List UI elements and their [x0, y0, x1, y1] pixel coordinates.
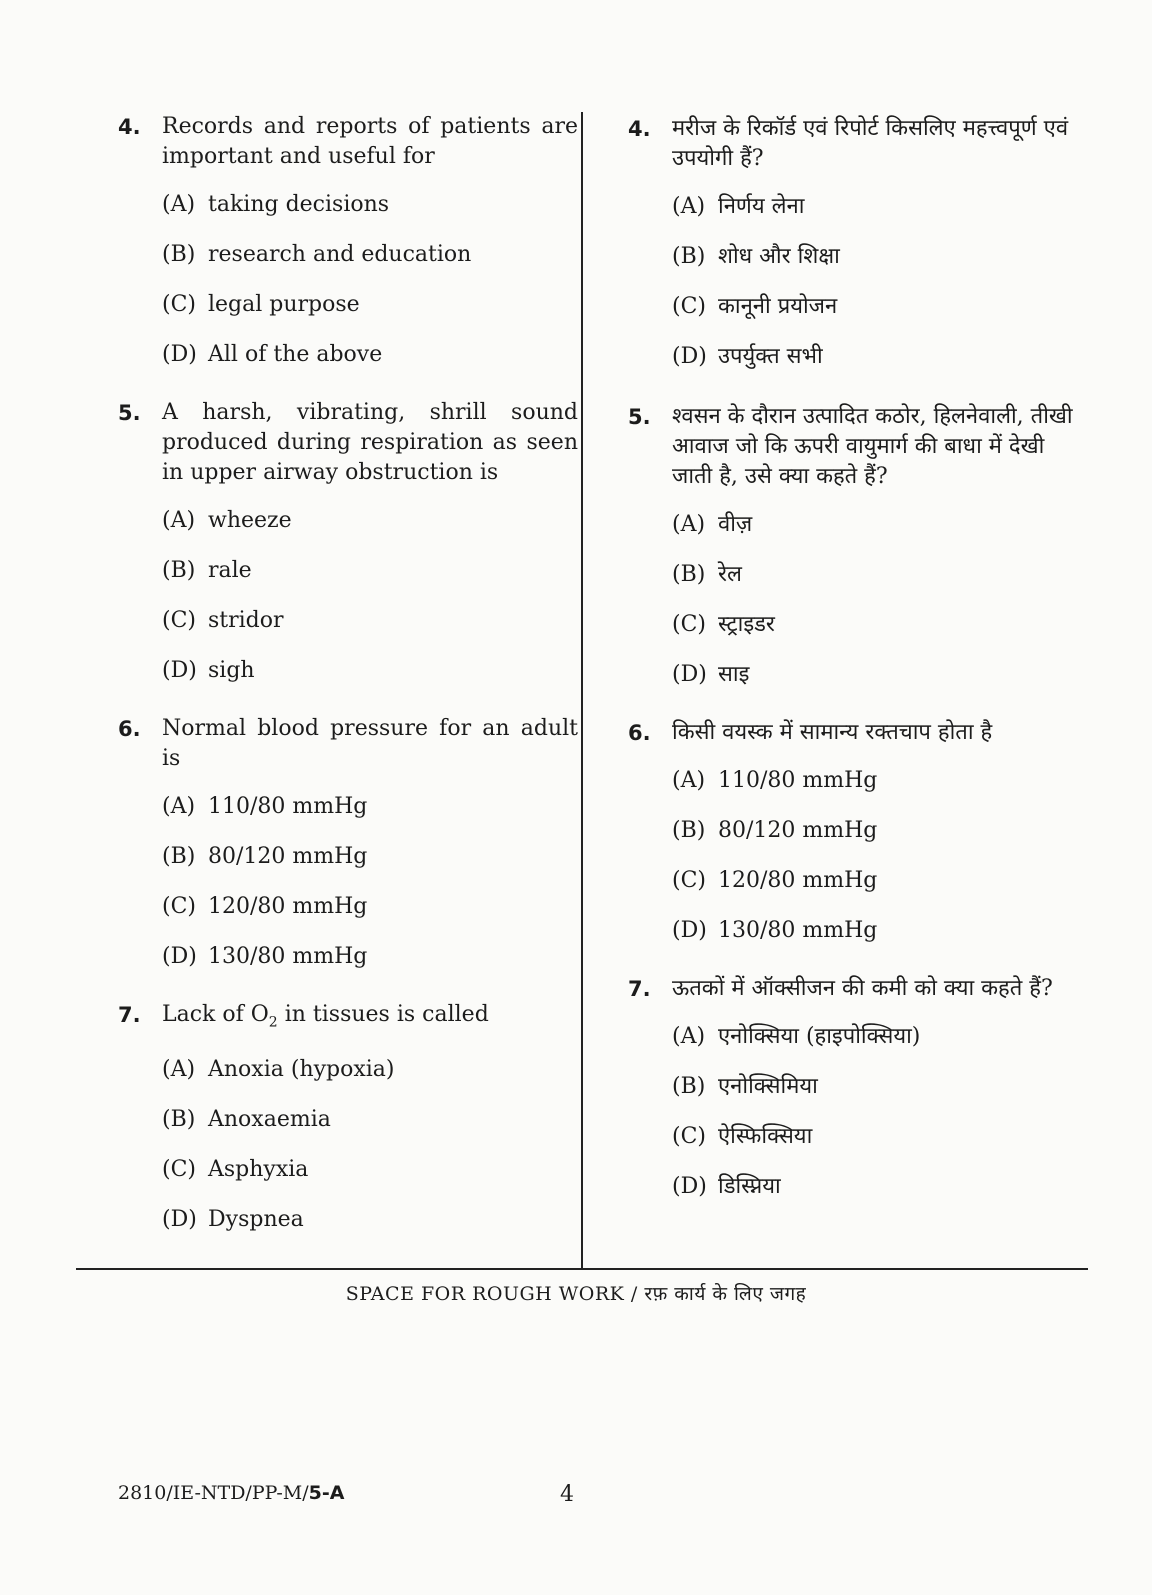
option-text: साइ — [718, 662, 750, 687]
option-c — [672, 866, 1083, 916]
paper-code-prefix: 2810/IE-NTD/PP-M/ — [118, 1482, 309, 1504]
option-text: 110/80 mmHg — [208, 794, 368, 819]
option-letter: (D) — [162, 944, 197, 969]
paper-set: 5-A — [308, 1482, 345, 1504]
option-text: stridor — [208, 608, 284, 633]
option-letter: (C) — [162, 894, 196, 919]
option-letter: (A) — [162, 1057, 196, 1083]
option-letter: (B) — [672, 562, 706, 587]
option-letter: (D) — [672, 918, 707, 943]
option-letter: (A) — [672, 768, 706, 793]
option-a — [162, 190, 578, 240]
option-b — [672, 560, 1083, 610]
option-b — [672, 1072, 1083, 1122]
option-letter: (B) — [672, 1074, 706, 1099]
option-d — [162, 340, 578, 390]
option-a — [672, 1022, 1083, 1072]
option-text: 120/80 mmHg — [208, 894, 368, 919]
option-letter: (C) — [672, 1124, 706, 1149]
question-text: श्वसन के दौरान उत्पादित कठोर, हिलनेवाली, तीखी आवाज जो कि ऊपरी वायुमार्ग की बाधा में देखी जाती है, उसे क्या कहते हैं? — [672, 404, 1073, 489]
option-letter: (A) — [162, 508, 196, 533]
option-c — [162, 290, 578, 340]
question-text: ऊतकों में ऑक्सीजन की कमी को क्या कहते हैं? — [672, 976, 1053, 1001]
option-letter: (C) — [672, 294, 706, 319]
option-text: निर्णय लेना — [718, 194, 805, 219]
question-text: मरीज के रिकॉर्ड एवं रिपोर्ट किसलिए महत्त्वपूर्ण एवं उपयोगी हैं? — [672, 116, 1069, 171]
option-letter: (D) — [672, 344, 707, 369]
option-letter: (C) — [672, 868, 706, 893]
option-text: 80/120 mmHg — [208, 844, 368, 869]
question-number: 6. — [628, 721, 651, 745]
option-text: research and education — [208, 242, 472, 267]
question-4-hi — [628, 114, 1083, 392]
paper-code — [118, 1482, 344, 1504]
option-text: एनोक्सिया (हाइपोक्सिया) — [718, 1024, 921, 1049]
option-text: स्ट्राइडर — [718, 612, 775, 637]
option-letter: (B) — [672, 818, 706, 843]
question-number: 7. — [118, 1003, 141, 1027]
option-d — [672, 342, 1083, 392]
option-a — [672, 510, 1083, 560]
option-d — [672, 1172, 1083, 1222]
option-text: वीज़ — [718, 512, 753, 537]
option-letter: (A) — [672, 1024, 706, 1049]
option-letter: (D) — [672, 1174, 707, 1199]
option-c — [162, 892, 578, 942]
question-number: 5. — [628, 405, 651, 429]
question-7-hi — [628, 974, 1083, 1222]
option-text: Anoxaemia — [208, 1107, 331, 1133]
option-letter: (B) — [162, 844, 196, 869]
option-letter: (A) — [672, 194, 706, 219]
rough-work-label: SPACE FOR ROUGH WORK / रफ़ कार्य के लिए जगह — [345, 1283, 807, 1305]
question-text-start: Lack of O — [162, 1002, 269, 1027]
option-a — [672, 766, 1083, 816]
option-b — [672, 242, 1083, 292]
option-a — [162, 1055, 578, 1105]
option-letter: (D) — [672, 662, 707, 687]
question-text-end: in tissues is called — [277, 1002, 489, 1027]
option-text: wheeze — [208, 508, 292, 533]
option-b — [162, 240, 578, 290]
oxygen-subscript: 2 — [268, 1014, 278, 1031]
option-d — [162, 942, 578, 992]
option-text: कानूनी प्रयोजन — [718, 294, 838, 319]
option-a — [162, 506, 578, 556]
option-letter: (A) — [672, 512, 706, 537]
option-a — [672, 192, 1083, 242]
option-letter: (A) — [162, 192, 196, 217]
option-text: ऐस्फिक्सिया — [718, 1124, 813, 1149]
option-letter: (D) — [162, 1207, 197, 1233]
question-number: 6. — [118, 717, 141, 741]
question-6-en — [118, 714, 578, 992]
page-number: 4 — [560, 1482, 574, 1507]
question-5-hi — [628, 402, 1083, 710]
option-text: रेल — [718, 562, 742, 587]
option-letter: (B) — [162, 242, 196, 267]
option-text: एनोक्सिमिया — [718, 1074, 818, 1099]
option-b — [162, 556, 578, 606]
option-text: 80/120 mmHg — [718, 818, 878, 843]
question-4-en — [118, 112, 578, 390]
options-list — [672, 766, 1083, 966]
option-c — [162, 1155, 578, 1205]
question-6-hi — [628, 718, 1083, 966]
option-letter: (D) — [162, 342, 197, 367]
rough-work-divider — [76, 1268, 1088, 1270]
option-b — [162, 842, 578, 892]
option-c — [672, 292, 1083, 342]
option-text: 130/80 mmHg — [208, 944, 368, 969]
question-number: 4. — [118, 115, 141, 139]
option-c — [162, 606, 578, 656]
question-number: 4. — [628, 117, 651, 141]
option-d — [162, 656, 578, 706]
column-divider — [581, 112, 583, 1270]
option-c — [672, 610, 1083, 660]
option-text: taking decisions — [208, 192, 390, 217]
option-text: sigh — [208, 658, 255, 683]
question-number: 7. — [628, 977, 651, 1001]
question-5-en — [118, 398, 578, 706]
options-list — [162, 506, 578, 706]
option-c — [672, 1122, 1083, 1172]
option-text: Asphyxia — [208, 1157, 309, 1183]
option-text: All of the above — [208, 342, 383, 367]
options-list — [162, 1055, 578, 1255]
options-list — [162, 792, 578, 992]
option-d — [672, 916, 1083, 966]
option-d — [672, 660, 1083, 710]
options-list — [672, 192, 1083, 392]
question-text: A harsh, vibrating, shrill sound produced during respiration as seen in upper airway obstruction is — [162, 400, 578, 485]
question-7-en — [118, 1000, 578, 1255]
option-a — [162, 792, 578, 842]
option-letter: (C) — [162, 608, 196, 633]
option-letter: (C) — [162, 292, 196, 317]
option-text: Anoxia (hypoxia) — [208, 1057, 395, 1083]
option-b — [162, 1105, 578, 1155]
option-text: उपर्युक्त सभी — [718, 344, 823, 369]
options-list — [672, 510, 1083, 710]
question-text: Records and reports of patients are important and useful for — [162, 114, 578, 169]
option-text: 110/80 mmHg — [718, 768, 878, 793]
option-letter: (A) — [162, 794, 196, 819]
question-number: 5. — [118, 401, 141, 425]
option-text: 120/80 mmHg — [718, 868, 878, 893]
option-letter: (B) — [162, 1107, 196, 1133]
option-text: rale — [208, 558, 252, 583]
option-b — [672, 816, 1083, 866]
option-letter: (C) — [162, 1157, 196, 1183]
option-d — [162, 1205, 578, 1255]
options-list — [672, 1022, 1083, 1222]
question-text: Normal blood pressure for an adult is — [162, 716, 578, 771]
english-column — [118, 108, 578, 1255]
option-text: legal purpose — [208, 292, 360, 317]
option-text: शोध और शिक्षा — [718, 244, 840, 269]
hindi-column — [628, 108, 1083, 1222]
options-list — [162, 190, 578, 390]
option-letter: (B) — [672, 244, 706, 269]
option-text: Dyspnea — [208, 1207, 304, 1233]
option-letter: (B) — [162, 558, 196, 583]
question-text — [162, 1000, 578, 1037]
option-letter: (C) — [672, 612, 706, 637]
option-text: डिस्प्निया — [718, 1174, 781, 1199]
option-text: 130/80 mmHg — [718, 918, 878, 943]
option-letter: (D) — [162, 658, 197, 683]
question-text: किसी वयस्क में सामान्य रक्तचाप होता है — [672, 720, 993, 745]
